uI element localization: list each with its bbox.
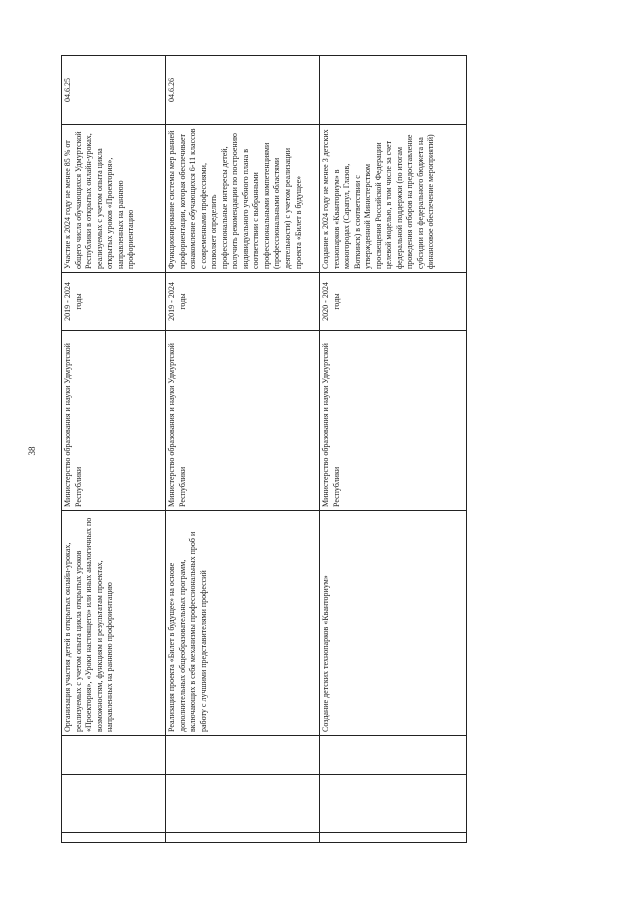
event-cell: Создание детских технопарков «Кванториум» [320,511,467,736]
executor-cell: Министерство образования и науки Удмуртской Республики [62,331,166,511]
executor-cell: Министерство образования и науки Удмуртской Республики [320,331,467,511]
table-cell-empty [166,736,320,775]
table-cell-empty [320,833,467,843]
result-cell: Функционирование системы мер ранней профориентации, которая обеспечивает ознакомление обучающихся 6-11 классов с современными профессиями, позволяет определить профессиональные интересы детей, получить рекомендации по построению индивидуального учебного плана в соответствии с выбранными профессиональными компетенциями (профессиональными областями деятельности) с учетом реализации проекта «Билет в будущее» [166,125,320,273]
table-row [62,56,166,843]
event-cell: Организация участия детей в открытых онлайн-уроках, реализуемых с учетом опыта цикла открытых уроков «Проектория», «Уроки настоящего» или иных аналогичных по возможностям, функциям и результатам проектах, направленных на раннюю профориентацию [62,511,166,736]
measures-table [61,55,467,843]
period-cell: 2020 - 2024 годы [320,273,467,331]
code-cell [320,56,467,125]
result-cell: Создание к 2024 году не менее 3 детских технопарков «Кванториум» в моногородах (Сарапул, Глазов, Воткинск) в соответствии с утвержденной Министерством просвещения Российской Федерации целевой моделью, в том числе за счет федеральной поддержки (по итогам проведения отборов на предоставление субсидии из федерального бюджета на финансовое обеспечение мероприятий) [320,125,467,273]
table-cell-empty [62,775,166,833]
period-cell: 2019 - 2024 годы [166,273,320,331]
table-cell-empty [166,775,320,833]
table-cell-empty [320,775,467,833]
landscape-page [61,56,466,843]
table-row [320,56,467,843]
event-cell: Реализация проекта «Билет в будущее» на основе дополнительных общеобразовательных программ, включающих в себя механизмы профессиональных проб и работу с лучшими представителями профессий [166,511,320,736]
table-cell-empty [320,736,467,775]
executor-cell: Министерство образования и науки Удмуртской Республики [166,331,320,511]
code-cell: 04.6.26 [166,56,320,125]
code-cell: 04.6.25 [62,56,166,125]
table-cell-empty [166,833,320,843]
table-row [166,56,320,843]
table-cell-empty [62,833,166,843]
page-number: 38 [27,446,37,456]
period-cell: 2019 - 2024 годы [62,273,166,331]
result-cell: Участие к 2024 году не менее 85 % от общего числа обучающихся Удмуртской Республики в открытых онлайн-уроках, реализуемых с учетом опыта цикла открытых уроков «Проектория», направленных на раннюю профориентацию [62,125,166,273]
table-cell-empty [62,736,166,775]
